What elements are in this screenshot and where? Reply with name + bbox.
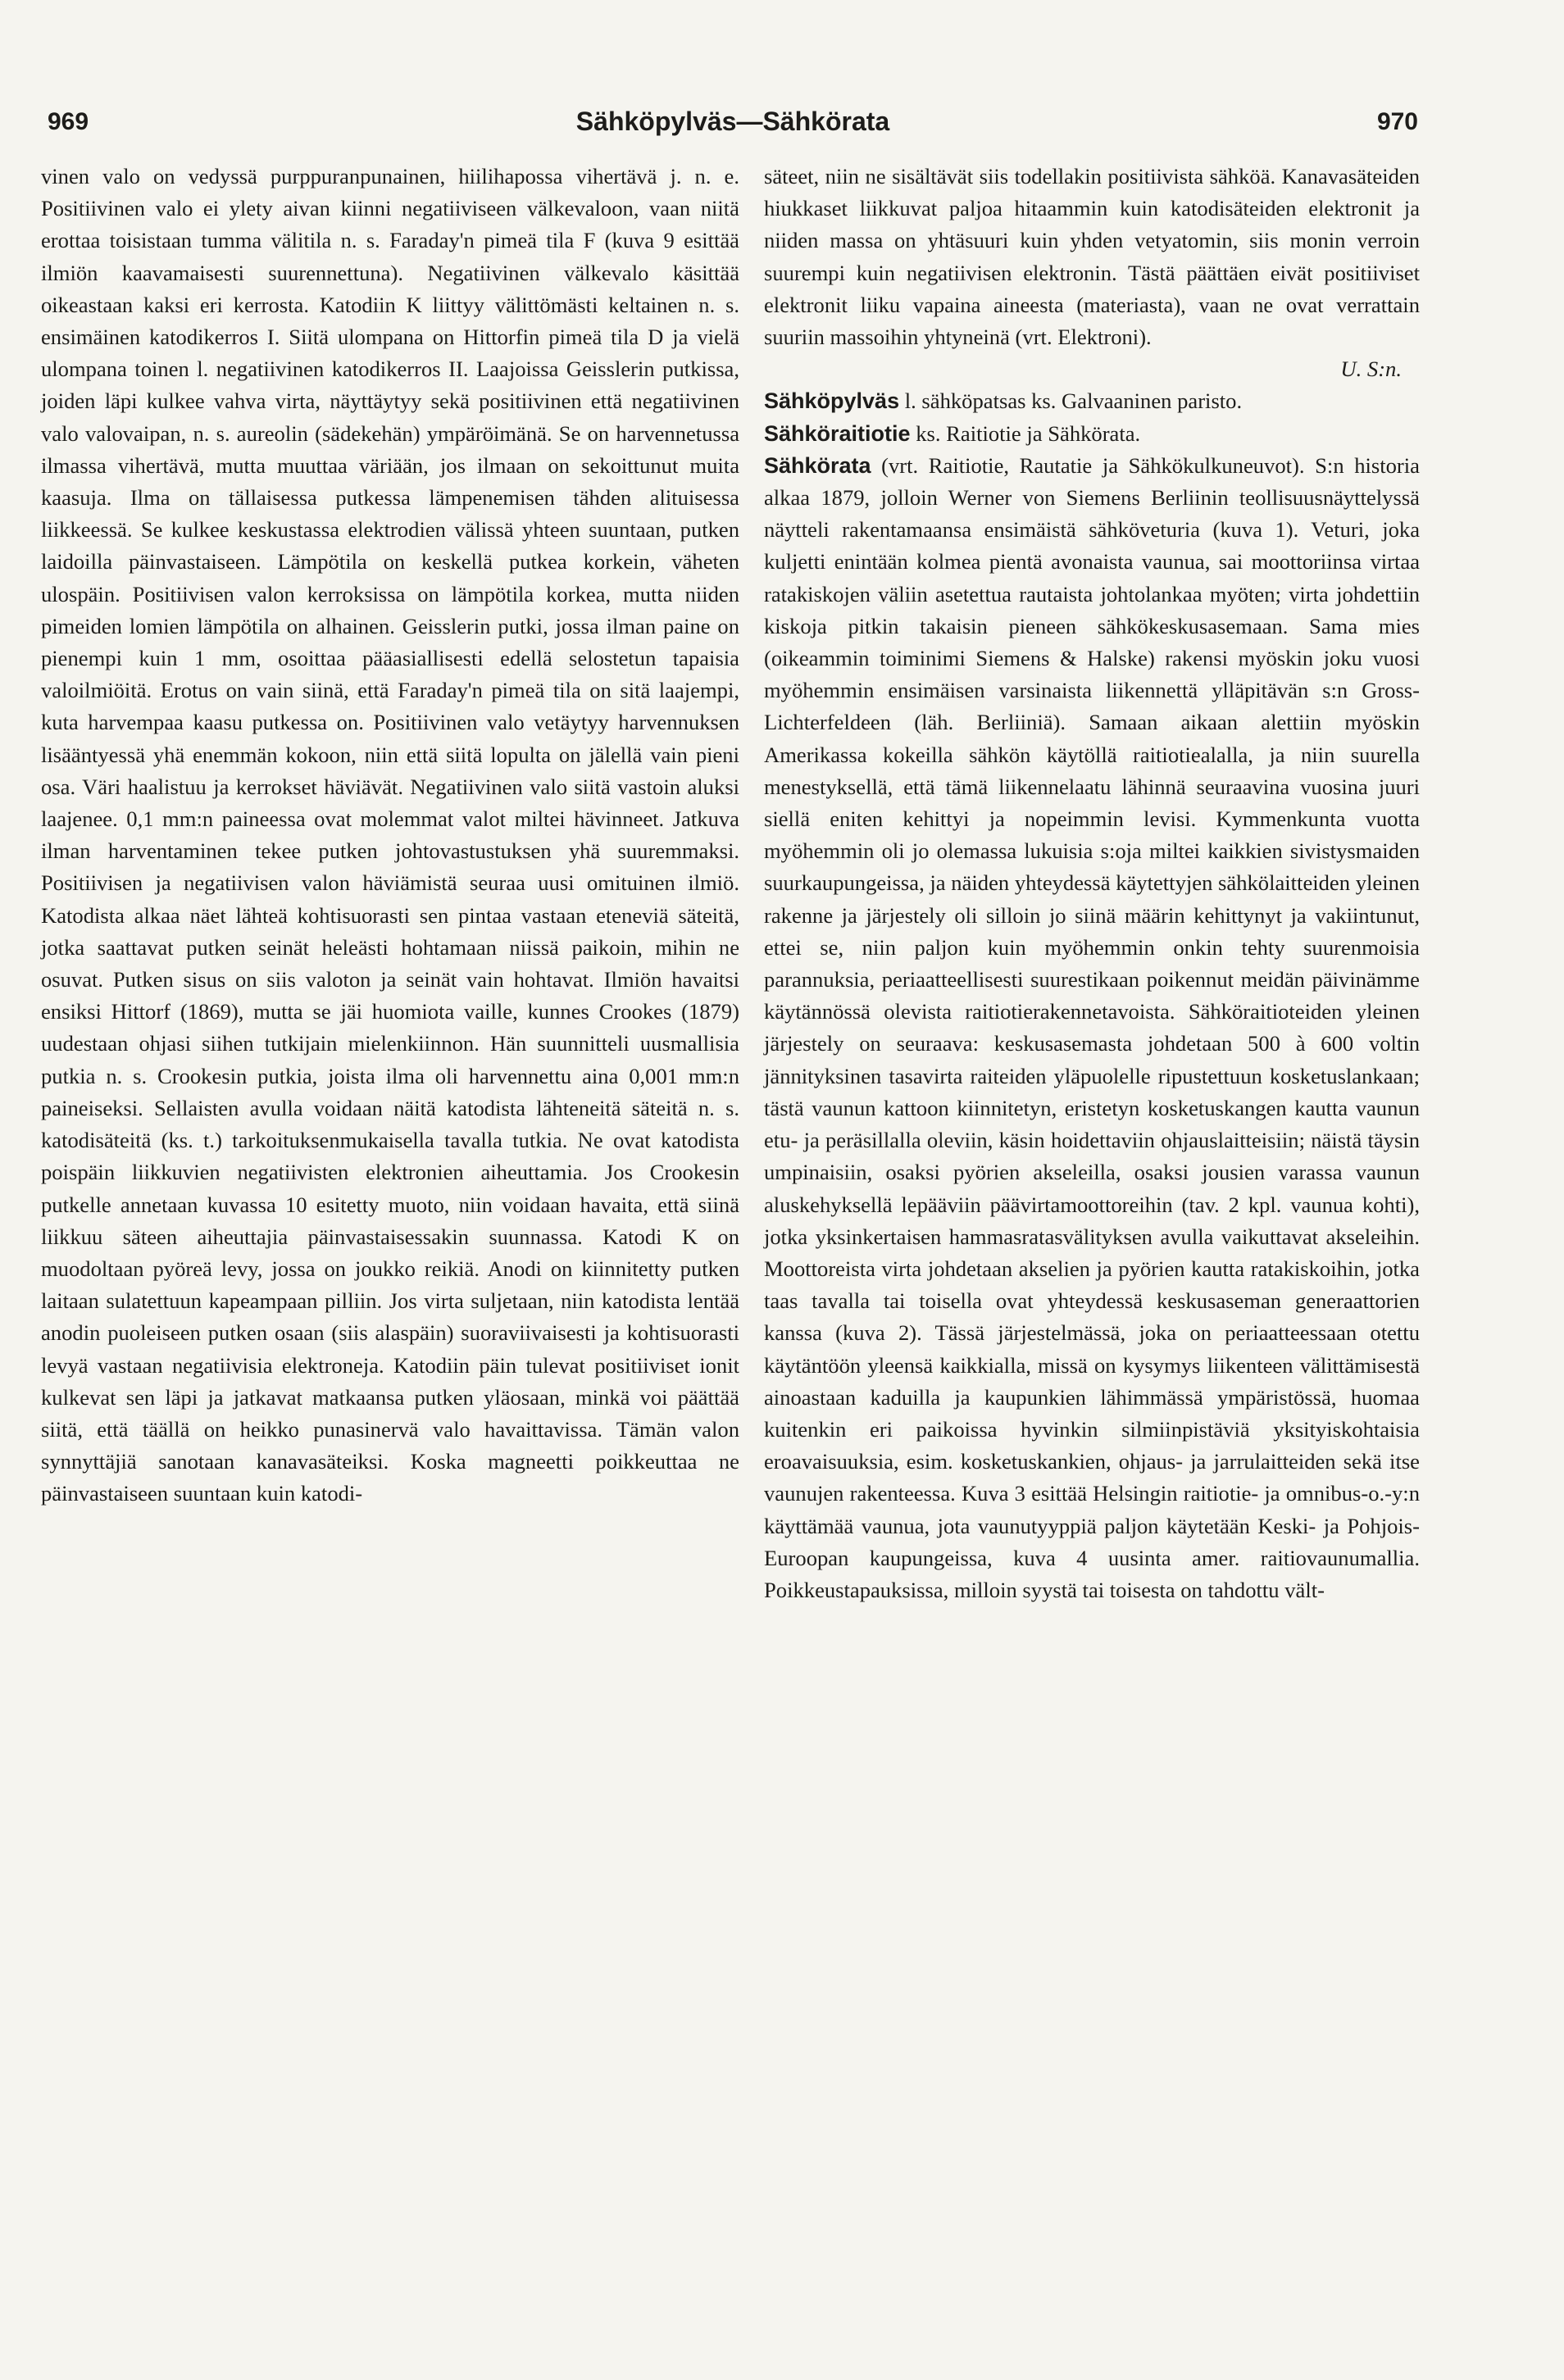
entry-text: ks. Raitiotie ja Sähkörata.: [916, 420, 1141, 446]
entry-sahkorata: [764, 450, 1420, 1606]
author-signature: U. S:n.: [1340, 357, 1402, 382]
page-header: [48, 97, 1418, 146]
column-divider: [749, 161, 750, 2291]
entry-sahkoraitiotie: [764, 418, 1420, 450]
entry-head: Sähköpylväs: [764, 388, 900, 414]
running-title: Sähköpylväs—Sähkörata: [575, 107, 890, 136]
entry-head: Sähköraitiotie: [764, 420, 911, 446]
entry-head: Sähkörata: [764, 452, 871, 478]
right-column-para1: säteet, niin ne sisältävät siis todellakin positiivista sähköä. Kanavasäteiden hiukkaset liikkuvat paljoa hitaammin kuin katodisäteiden elektronit ja niiden massa on yhtäsuuri kuin yhden vetyatomin, siis monin verroin suurempi kuin negatiivisen elektronin. Tästä päättäen eivät positiiviset elektronit liiku vapaina aineesta (materiasta), vaan ne ovat verrattain suuriin massoihin yhtyneinä (vrt. Elektroni).: [764, 164, 1420, 350]
left-column: [41, 161, 739, 1510]
page-number-right: 970: [1376, 108, 1418, 135]
page-number-left: 969: [48, 108, 89, 135]
entry-text: l. sähköpatsas ks. Galvaaninen paristo.: [904, 388, 1243, 414]
right-column: [764, 161, 1420, 1606]
entry-sahkopylvas: [764, 385, 1420, 417]
left-column-text: vinen valo on vedyssä purppuranpunainen, hiilihapossa vihertävä j. n. e. Positiivinen valo ei ylety aivan kiinni negatiiviseen välkevaloon, vaan niitä erottaa toisistaan tumma välitila n. s. Faraday'n pimeä tila F (kuva 9 esittää ilmiön kaavamaisesti suurennettuna). Negatiivinen välkevalo käsittää oikeastaan kaksi eri kerrosta. Katodiin K liittyy välittömästi keltainen n. s. ensimäinen katodikerros I. Siitä ulompana on Hittorfin pimeä tila D ja vielä ulompana toinen l. negatiivinen katodikerros II. Laajoissa Geisslerin putkissa, joiden läpi kulkee vahva virta, näyttäytyy sekä positiivinen että negatiivinen valo valovaipan, n. s. aureolin (sädekehän) ympäröimänä. Se on harvennetussa ilmassa vihertävä, mutta muuttaa väriään, jos ilmaan on sekoittunut muita kaasuja. Ilma on tällaisessa putkessa lämpenemisen tähden alituisessa liikkeessä. Se kulkee keskustassa elektrodien välissä yhteen suuntaan, putken laidoilla päinvastaiseen. Lämpötila on keskellä putkea korkein, väheten ulospäin. Positiivisen valon kerroksissa on lämpötila korkea, mutta niiden pimeiden lomien lämpötila on alhainen. Geisslerin putki, jossa ilman paine on pienempi kuin 1 mm, osoittaa pääasiallisesti edellä selostetun tapaisia valoilmiöitä. Erotus on vain siinä, että Faraday'n pimeä tila on sitä laajempi, kuta harvempaa kaasu putkessa on. Positiivinen valo vetäytyy harvennuksen lisääntyessä yhä enemmän kokoon, niin että siitä lopulta on jälellä vain pieni osa. Väri haalistuu ja kerrokset häviävät. Negatiivinen valo siitä vastoin aluksi laajenee. 0,1 mm:n paineessa ovat molemmat valot miltei hävinneet. Jatkuva ilman harventaminen tekee putken johtovastustuksen yhä suuremmaksi. Positiivisen ja negatiivisen valon häviämistä seuraa uusi omituinen ilmiö. Katodista alkaa näet lähteä kohtisuorasti sen pintaa vastaan eteneviä säteitä, jotka saattavat putken seinät heleästi hohtamaan niissä paikoin, mihin ne osuvat. Putken sisus on siis valoton ja seinät vain hohtavat. Ilmiön havaitsi ensiksi Hittorf (1869), mutta se jäi huomiota vaille, kunnes Crookes (1879) uudestaan ohjasi siihen tutkijain mielenkiinnon. Hän suunnitteli uusmallisia putkia n. s. Crookesin putkia, joista ilma oli harvennettu aina 0,001 mm:n paineiseksi. Sellaisten avulla voidaan näitä katodista lähteneitä säteitä n. s. katodisäteitä (ks. t.) tarkoituksenmukaisella tavalla tutkia. Ne ovat katodista poispäin liikkuvien negatiivisten elektronien aiheuttamia. Jos Crookesin putkelle annetaan kuvassa 10 esitetty muoto, niin voidaan havaita, että siinä liikkuu säteen aiheuttajia päinvastaisessakin suunnassa. Katodi K on muodoltaan pyöreä levy, jossa on joukko reikiä. Anodi on kiinnitetty putken laitaan sulatettuun kapeampaan pilliin. Jos virta suljetaan, niin katodista lentää anodin puoleiseen putken osaan (siis alaspäin) suoraviivaisesti ja kohtisuorasti levyä vastaan negatiivisia elektroneja. Katodiin päin tulevat positiiviset ionit kulkevat sen läpi ja jatkavat matkaansa putken yläosaan, minkä voi päättää siitä, että täällä on heikko punasinervä valo havaittavissa. Tämän valon synnyttäjiä sanotaan kanavasäteiksi. Koska magneetti poikkeuttaa ne päinvastaiseen suuntaan kuin katodi-: [41, 164, 739, 1506]
entry-text: (vrt. Raitiotie, Rautatie ja Sähkökulkuneuvot). S:n historia alkaa 1879, jolloin Werner von Siemens Berliinin teollisuusnäyttelyssä näytteli rakentamaansa ensimäistä sähköveturia (kuva 1). Veturi, joka kuljetti enintään kolmea pientä avonaista vaunua, sai moottoriinsa virtaa ratakiskojen väliin asetettua rautaista johtolankaa myöten; virta johdettiin kiskoja pitkin takaisin pieneen sähkökeskusasemaan. Sama mies (oikeammin toiminimi Siemens & Halske) rakensi myöskin joku vuosi myöhemmin ensimäisen varsinaista liikennettä ylläpitävän s:n Gross-Lichterfeldeen (läh. Berliiniä). Samaan aikaan alettiin myöskin Amerikassa kokeilla sähkön käytöllä raitiotiealalla, ja niin suurella menestyksellä, että tämä liikennelaatu lähinnä seuraavina vuosina juuri siellä eniten kehittyi ja nopeimmin levisi. Kymmenkunta vuotta myöhemmin oli jo olemassa lukuisia s:oja miltei kaikkien sivistysmaiden suurkaupungeissa, ja näiden yhteydessä käytettyjen sähkölaitteiden yleinen rakenne ja järjestely oli silloin jo siinä määrin kehittynyt ja vakiintunut, ettei se, niin paljon kuin myöhemmin onkin tehty suurenmoisia parannuksia, periaatteellisesti suurestikaan poikennut meidän päivinämme käytännössä olevista raitiotierakennetavoista. Sähköraitioteiden yleinen järjestely on seuraava: keskusasemasta johdetaan 500 à 600 voltin jännityksinen tasavirta raiteiden yläpuolelle ripustettuun kosketuslankaan; tästä vaunun kattoon kiinnitetyn, eristetyn kosketuskangen kautta vaunun etu- ja peräsillalla oleviin, käsin hoidettaviin ohjauslaitteisiin; näistä täysin umpinaisiin, osaksi pyörien akseleilla, osaksi jousien varassa vaunun aluskehyksellä lepääviin päävirtamoottoreihin (tav. 2 kpl. vaunua kohti), jotka yksinkertaisen hammasratasvälityksen avulla vaikuttavat akseleihin. Moottoreista virta johdetaan akselien ja pyörien kautta ratakiskoihin, jotka taas tavalla tai toisella ovat yhteydessä keskusaseman generaattorien kanssa (kuva 2). Tässä järjestelmässä, joka on periaatteessaan otettu käytäntöön yleensä kaikkialla, missä on kysymys liikenteen välittämisestä ainoastaan kaduilla ja kaupunkien lähimmässä ympäristössä, huomaa kuitenkin eri paikoissa hyvinkin silmiinpistäviä yksityiskohtaisia eroavaisuuksia, esim. kosketuskankien, ohjaus- ja jarrulaitteiden sekä itse vaunujen rakenteessa. Kuva 3 esittää Helsingin raitiotie- ja omnibus-o.-y:n käyttämää vaunua, jota vaunutyyppiä paljon käytetään Keski- ja Pohjois-Euroopan kaupungeissa, kuva 4 uusinta amer. raitiovaunumallia. Poikkeustapauksissa, milloin syystä tai toisesta on tahdottu vält-: [764, 452, 1420, 1602]
